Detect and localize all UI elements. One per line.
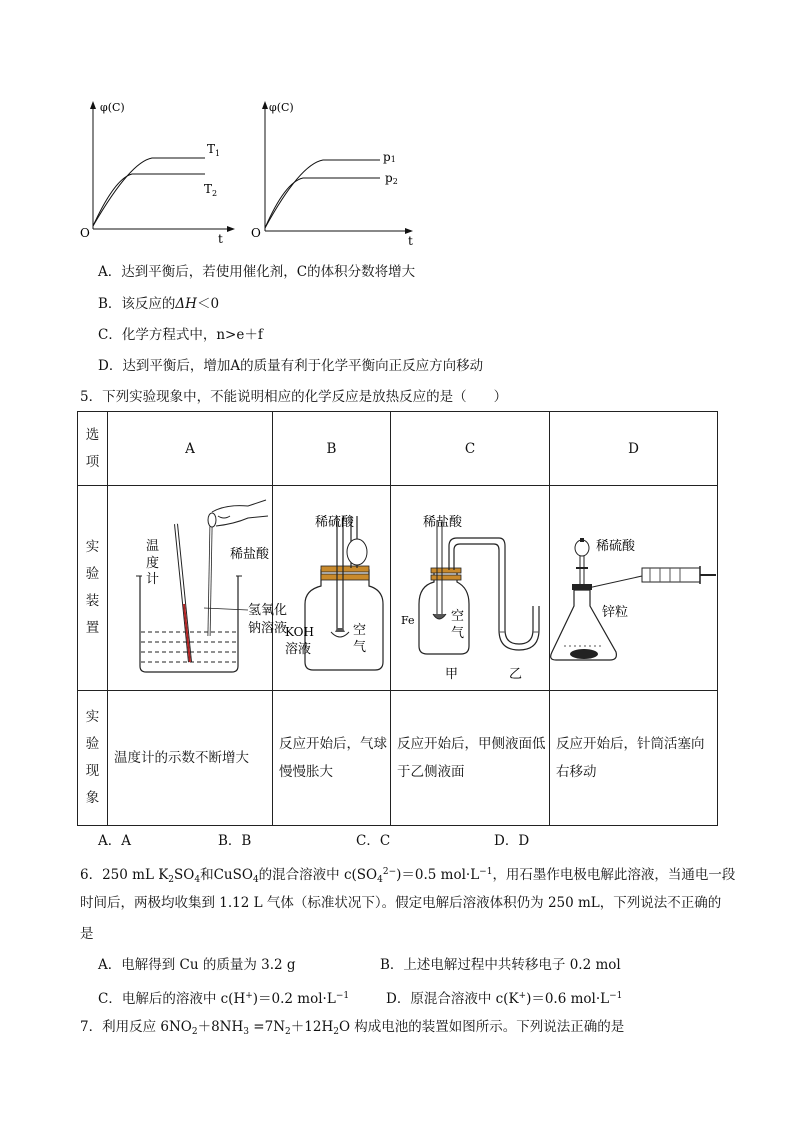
label-a-thermo1: 温 [146, 539, 160, 554]
q6-option-c: C．电解后的溶液中 c(H+)＝0.2 $mol\cdot L^{-1}$ [98, 991, 350, 1007]
q7-stem: 7．利用反应 $6NO_2+8NH_3 =7N_2+12H_2O$ 构成电池的装置如图所示。下列说法正确的是 [80, 1019, 625, 1037]
q6-stem-line2: 时间后，两极均收集到 1.12 L 气体（标准状况下）。假定电解后溶液体积仍为 250 mL，下列说法不正确的 [80, 895, 722, 911]
graph-right [245, 92, 425, 252]
label-a-naoh1: 氢氧化 [248, 603, 288, 618]
q6-option-b: B．上述电解过程中共转移电子 0.2 mol [380, 957, 621, 973]
q6-option-a: A．电解得到 Cu 的质量为 3.2 g [98, 957, 296, 973]
label-b-air2: 气 [353, 640, 367, 655]
q4-option-d: D．达到平衡后，增加A的质量有利于化学平衡向正反应方向移动 [98, 358, 484, 374]
label-c-acid: 稀盐酸 [423, 515, 463, 530]
curve-label-t1: $T_1$ [207, 142, 221, 158]
q5-choice-b: B．B [218, 833, 252, 849]
label-d-zn: 锌粒 [602, 605, 629, 620]
curve-label-t2: $T_2$ [204, 182, 218, 198]
label-c-yi: 乙 [509, 667, 523, 682]
label-c-jia: 甲 [445, 667, 459, 682]
origin-label: O [80, 226, 90, 240]
q5-stem: 5．下列实验现象中，不能说明相应的化学反应是放热反应的是（ ） [80, 389, 508, 405]
apparatus-d-diagram [550, 486, 718, 686]
apparatus-d-cell [550, 486, 718, 691]
apparatus-b-diagram [273, 486, 391, 686]
curve-label-p1: p1 [383, 150, 396, 164]
label-a-naoh2: 钠溶液 [248, 621, 288, 636]
origin-label: O [251, 226, 261, 240]
label-a-thermo2: 度 [146, 556, 160, 571]
phenomenon-c: 反应开始后，甲侧液面低于乙侧液面 [391, 691, 550, 826]
phenomenon-d: 反应开始后，针筒活塞向右移动 [550, 691, 718, 826]
q5-choice-a: A．A [98, 833, 131, 849]
phenomenon-a: 温度计的示数不断增大 [108, 691, 273, 826]
header-d: D [550, 412, 718, 486]
q5-choice-c: C．C [356, 833, 391, 849]
label-b-koh2: 溶液 [285, 642, 312, 657]
phenomenon-b: 反应开始后，气球慢慢胀大 [273, 691, 391, 826]
apparatus-a-diagram [108, 486, 288, 686]
q6-stem-line3: 是 [80, 926, 94, 942]
apparatus-row-label: 实 验 装 置 [78, 486, 108, 691]
apparatus-c-cell [391, 486, 550, 691]
label-c-air2: 气 [451, 626, 465, 641]
label-a-acid: 稀盐酸 [230, 547, 270, 562]
table-header-row [78, 412, 718, 486]
q6-option-d: D．原混合溶液中 c(K+)＝0.6 $mol\cdot L^{-1}$ [386, 991, 623, 1007]
label-c-fe: Fe [401, 614, 415, 627]
y-axis-label: φ(C) [269, 101, 294, 114]
y-axis-label: φ(C) [100, 101, 125, 114]
apparatus-a-cell [108, 486, 288, 691]
graph-left [70, 92, 240, 252]
q4-option-b: B．该反应的ΔH＜0 [98, 296, 220, 312]
x-axis-label: t [218, 232, 223, 246]
label-d-acid: 稀硫酸 [596, 539, 636, 554]
phenomenon-row [78, 691, 718, 826]
label-a-thermo3: 计 [146, 572, 160, 587]
apparatus-b-cell [273, 486, 391, 691]
x-axis-label: t [408, 234, 413, 248]
header-a: A [108, 412, 273, 486]
header-c: C [391, 412, 550, 486]
experiment-table [77, 411, 718, 826]
q4-option-c: C．化学方程式中，n>e＋f [98, 327, 263, 343]
apparatus-row [78, 486, 718, 691]
phenomenon-row-label: 实 验 现 象 [78, 691, 108, 826]
header-b: B [273, 412, 391, 486]
apparatus-c-diagram [391, 486, 550, 686]
header-option-cell: 选 项 [78, 412, 108, 486]
q6-stem-line1: 6．250 mL $K_2SO_4$和CuSO$_4$的混合溶液中 $c(SO_4^{2-})=0.5$ $mol\cdot L^{-1}$，用石墨作电极电解此溶液，当通电一段 [80, 867, 736, 885]
label-b-acid: 稀硫酸 [315, 515, 355, 530]
q5-choice-d: D．D [494, 833, 530, 849]
q4-option-a: A．达到平衡后，若使用催化剂，C的体积分数将增大 [98, 264, 416, 280]
label-b-air1: 空 [353, 623, 367, 638]
label-b-koh1: KOH [285, 625, 314, 639]
curve-label-p2: p2 [385, 171, 398, 186]
label-c-air1: 空 [451, 609, 465, 624]
